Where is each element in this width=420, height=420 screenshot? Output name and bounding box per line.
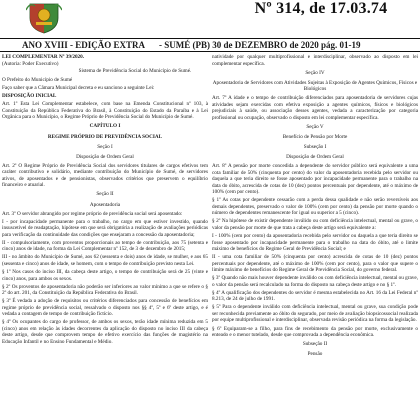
masthead	[0, 0, 420, 40]
article-paragraph: § 6º Equiparam-se a filho, para fins de recebimento da pensão por morte, exclusivamente o enteado e o menor tutelado, desde que comprovada a dependência econômica.	[212, 325, 418, 338]
section-name: Benefício de Pensão por Morte	[282, 133, 348, 140]
subsection-name: Disposição de Ordem Geral	[286, 154, 344, 161]
subsection-title: Subseção I	[303, 144, 327, 151]
article-text: Art. 3º O servidor abrangido por regime próprio de previdência social será aposentado:	[2, 210, 183, 217]
section-name: Aposentadoria	[89, 201, 121, 208]
article-item: III - no âmbito do Município de Sumé, aos 62 (sessenta e dois) anos de idade, se mulher, e aos 65 (sessenta e cinco) anos de idade, se homem, com o tempo de contribuição previsto nesta Lei.	[2, 254, 208, 267]
article-paragraph: § 4º A qualificação dos dependentes do servidor é mesma estabelecida no Art. 16 da Lei Federal nº 8.213, de 24 de julho de 1991.	[212, 289, 418, 303]
preamble-mayor: O Prefeito do Município de Sumé	[2, 77, 73, 84]
article-paragraph: § 1º As cotas por dependente cessarão com a perda dessa qualidade e não serão reversíveis aos demais dependentes, preservado o valor de 100% (cem por cento) da pensão por morte quando o número de dependentes remanescente for igual ou superior a 5 (cinco).	[212, 197, 418, 217]
article-item: I - 100% (cem por cento) da aposentadoria recebida pelo servidor ou daquela a que teria direito se fosse aposentado por incapacidade permanente para o trabalho na data do óbito, até o limite máximo de benefícios do Regime Geral de Previdência Social; e	[212, 233, 418, 253]
law-header	[2, 54, 208, 67]
law-number: LEI COMPLEMENTAR Nº 39/2020.	[2, 54, 85, 60]
article-paragraph: § 1º Nos casos do inciso III, da cabeça deste artigo, o tempo de contribuição será de 25 (vinte e cinco) anos, para ambos os sexos.	[2, 269, 208, 282]
subsection-title: Subseção II	[302, 341, 328, 348]
section-name: Aposentadoria de Servidores com Atividades Sujeitas à Exposição de Agentes Químicos, Físicos e Biológicos	[212, 79, 418, 93]
article-paragraph: § 3º É vedada a adoção de requisitos ou critérios diferenciados para concessão de benefícios em regime próprio de previdência social, ressalvado o disposto nos §§ 4º, 5º e 6º deste artigo, e é vedada a contagem de tempo de contribuição fictício.	[2, 298, 208, 318]
right-column	[212, 54, 418, 360]
article-item: II - uma cota familiar de 50% (cinquenta por cento) acrescida de cotas de 10 (dez) pontos percentuais por dependente, até o máximo de 100% (cem por cento), para o valor que supere o limite máximo de benefícios do Regime Geral de Previdência Social, do governo federal.	[212, 254, 418, 274]
article-text: Art. 7º A idade e o tempo de contribuição diferenciados para aposentadoria de servidores cujas atividades sejam exercidas com efetiva exposição a agentes químicos, físicos e biológicos prejudiciais à saúde, ou associação desses agentes, vedada a caracterização por categoria profissional ou ocupação, observado o disposto em lei complementar específica.	[212, 95, 418, 121]
law-author: (Autoria: Poder Executivo)	[2, 60, 59, 67]
law-ementa: Sistema de Previdência Social do Município de Sumé.	[78, 68, 192, 74]
article-paragraph: § 3º Quando não mais houver dependente inválido ou com deficiência intelectual, mental ou grave, o valor da pensão será recalculado na forma do disposto na cabeça deste artigo e no § 1º.	[212, 275, 418, 288]
article-text: Art. 1º Esta Lei Complementar estabelece, com base na Emenda Constitucional nº 103, à Constituição da República Federativa do Brasil, à Constituição do Estado da Paraíba e à Lei Orgânica para o Município, o Regime Próprio de Previdência Social do Município de Sumé.	[2, 101, 208, 121]
left-column	[2, 54, 208, 347]
article-paragraph: § 2º Na hipótese de existir dependente inválido ou com deficiência intelectual, mental ou grave, o valor da pensão por morte de que trata a cabeça deste artigo será equivalente a:	[212, 218, 418, 231]
section-title: Seção II	[96, 191, 114, 198]
section-title: Seção IV	[305, 69, 325, 76]
section-name: Disposição de Ordem Geral	[76, 153, 134, 160]
chapter-name: REGIME PRÓPRIO DE PREVIDÊNCIA SOCIAL	[47, 133, 163, 140]
article-paragraph: § 5º Para o dependente inválido com deficiência intelectual, mental ou grave, sua condição pode ser reconhecida previamente ao óbito do segurado, por meio de avaliação biopsicossocial realizada por equipe multiprofissional e interdisciplinar, observada revisão periódica na forma da legislação.	[212, 304, 418, 324]
municipal-seal-logo	[26, 0, 62, 34]
article-item: II - compulsoriamente, com proventos proporcionais ao tempo de contribuição, aos 75 (setenta e cinco) anos de idade, na forma da Lei Complementar nº 152, de 3 de dezembro de 2015;	[2, 239, 208, 253]
article-paragraph: § 4º Os ocupantes do cargo de professor, de ambos os sexos, terão idade mínima reduzida em 5 (cinco) anos em relação às idades decorrentes da aplicação do disposto no inciso III da cabeça deste artigo, desde que comprovem tempo de efetivo exercício das funções de magistério na Educação Infantil e no Ensino Fundamental e Médio.	[2, 319, 208, 345]
section-title: Seção I	[97, 143, 113, 150]
edition-date: - SUMÉ (PB) 30 de DEZEMBRO de 2020 pág. 01-19	[159, 40, 361, 50]
article-paragraph: natividade por qualquer multiprofissional e interdisciplinar, observado ao disposto em lei complementar específica.	[212, 54, 418, 67]
edition-bar	[0, 38, 420, 52]
article-text: Art. 8º A pensão por morte concedida a dependente do servidor público será equivalente a uma cota familiar de 50% (cinquenta por cento) do valor da aposentadoria recebida pelo servidor ou daquela a que teria direito se fosse aposentado por incapacidade permanente para o trabalho na data do óbito, acrescida de cotas de 10 (dez) pontos percentuais por dependente, até o máximo de 100% (cem por cento).	[212, 163, 418, 196]
article-paragraph: § 2º Os proventos de aposentadoria não poderão ser inferiores ao valor mínimo a que se refere o § 2º do art. 201, da Constituição da República Federativa do Brasil.	[2, 283, 208, 297]
article-text: Art. 2º O Regime Próprio de Previdência Social dos servidores titulares de cargos efetivos tem caráter contributivo e solidário, mediante contribuição do Município de Sumé, de servidores ativos, de aposentados e de pensionistas, observados critérios que preservem o equilíbrio financeiro e atuarial.	[2, 162, 208, 189]
law-number-block	[2, 54, 84, 67]
section-title: Seção V	[306, 123, 324, 130]
preamble-text: Faço saber que a Câmara Municipal decreta e eu sanciono a seguinte Lei:	[2, 85, 155, 92]
issue-number: Nº 314, de 17.03.74	[254, 0, 388, 17]
article-item: I - por incapacidade permanente para o trabalho, no cargo em que estiver investido, quando insuscetível de readaptação, hipótese em que será obrigatória a realização de avaliações periódicas para verificação da continuidade das condições que ensejaram a concessão da aposentadoria;	[2, 218, 208, 238]
chapter-title: CAPÍTULO I	[89, 123, 121, 130]
section-title: DISPOSIÇÃO INICIAL	[2, 93, 57, 100]
subsection-name: Pensão	[307, 351, 323, 358]
edition-label: ANO XVIII - EDIÇÃO EXTRA	[22, 40, 146, 50]
